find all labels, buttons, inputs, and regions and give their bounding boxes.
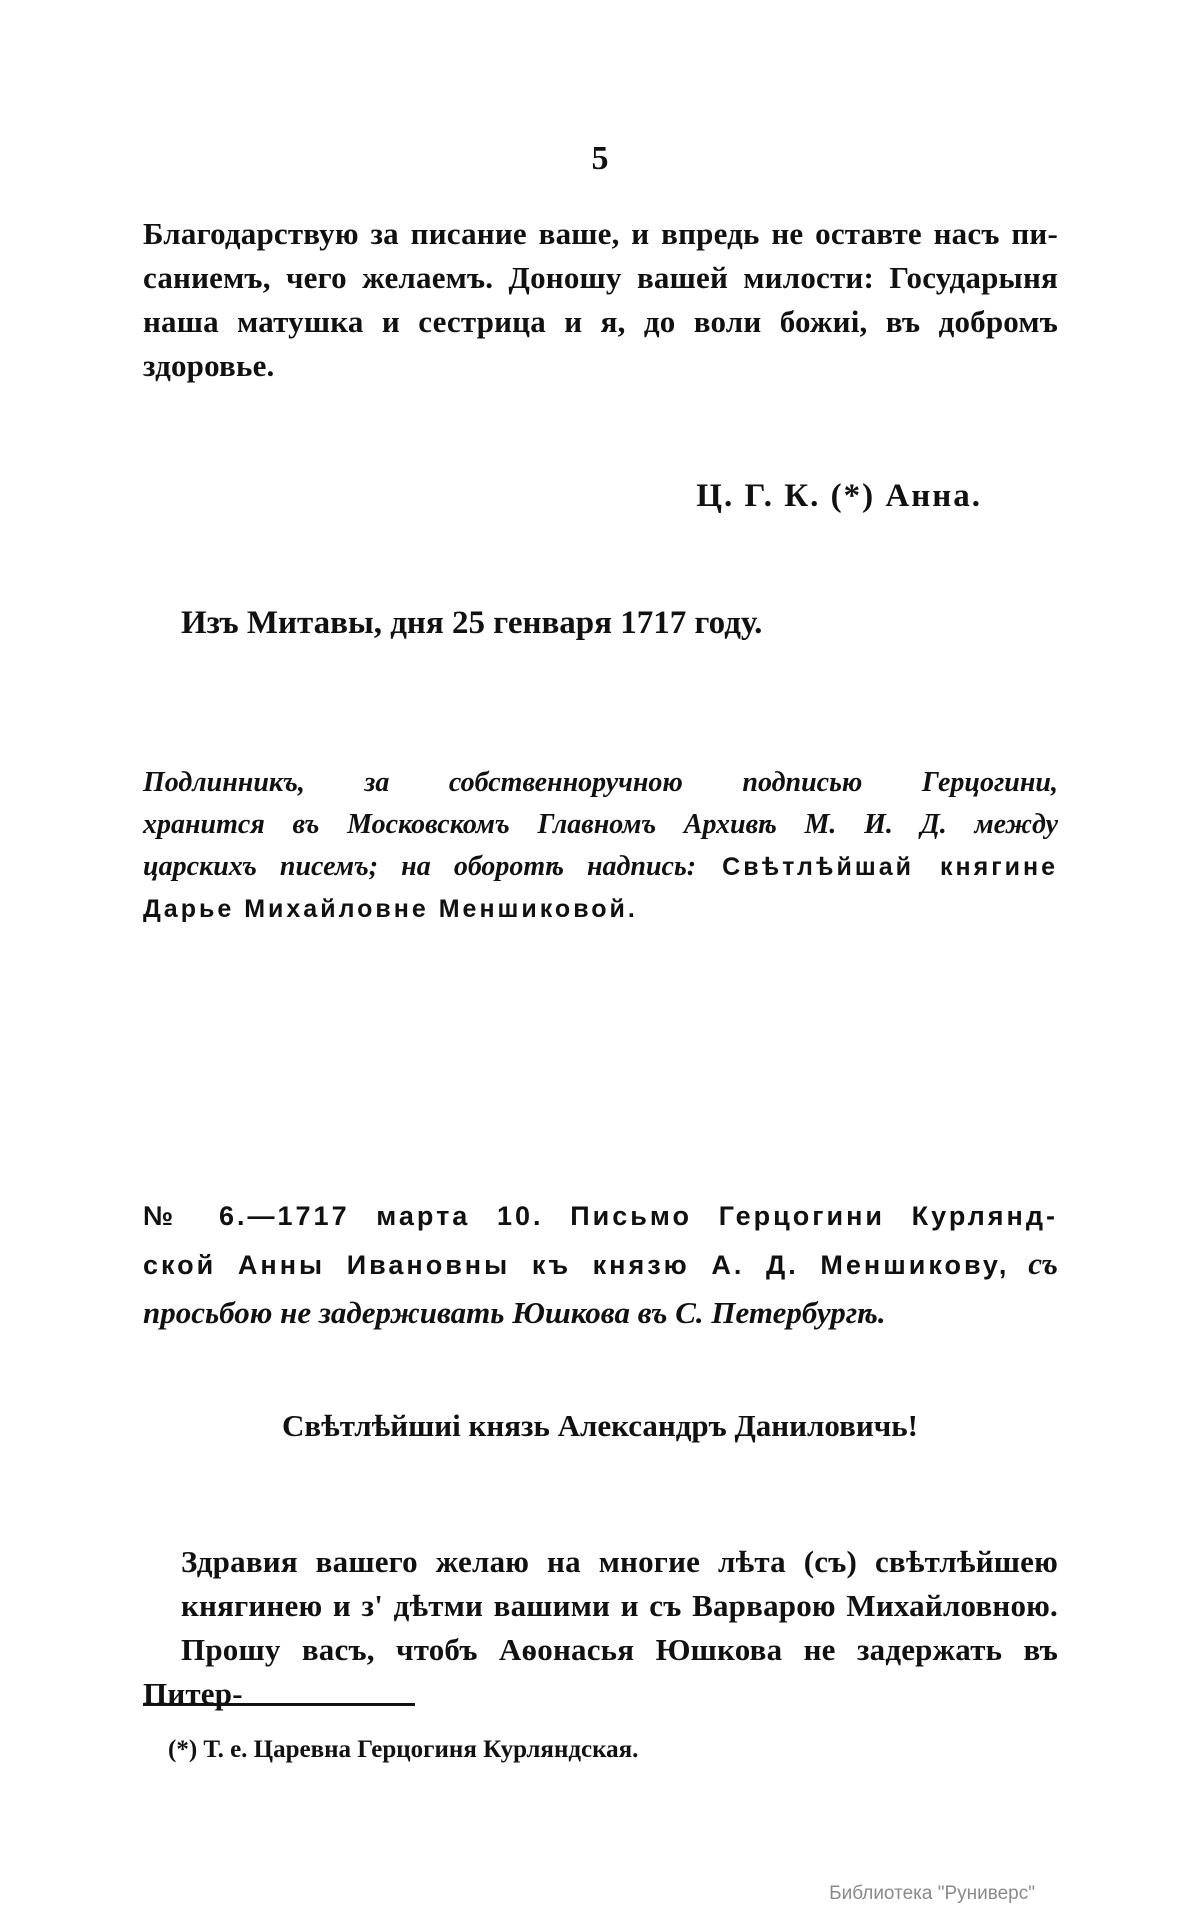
footnote-divider (143, 1703, 415, 1706)
note-line (143, 804, 1058, 846)
footnote: (*) Т. е. Царевна Герцогиня Курляндская. (168, 1736, 639, 1763)
note-spaced: Дарье Михайловне Меншиковой. (143, 895, 638, 923)
library-watermark: Библиотека "Руниверс" (829, 1883, 1035, 1904)
heading-line (143, 1240, 1058, 1289)
text-line: здоровье. (143, 348, 275, 383)
text-line: Прошу васъ, чтобъ Аѳонасья Юшкова не задержать въ Питер- (143, 1632, 1058, 1711)
heading-caps: № 6.—1717 марта 10. Письмо Герцогини Курлянд- (143, 1201, 1058, 1231)
heading-caps: ской Анны Ивановны къ князю А. Д. Меншикову, (143, 1250, 1010, 1280)
signature: Ц. Г. К. (*) Анна. (696, 478, 982, 514)
text-line: Здравия вашего желаю на многие лѣта (съ) свѣтлѣйшею (181, 1544, 1058, 1579)
dateline: Изъ Митавы, дня 25 генваря 1717 году. (181, 605, 763, 641)
heading-italic: съ (1009, 1246, 1058, 1281)
note-italic: Подлинникъ, за собственноручною подписью Герцогини, (143, 767, 1058, 798)
letter-paragraph-1 (143, 212, 1058, 388)
text-line: Благодарствую за писание ваше, и впредь не оставте насъ пи- (143, 216, 1058, 251)
salutation: Свѣтлѣйшиі князь Александръ Даниловичь! (282, 1408, 918, 1443)
document-heading (143, 1192, 1058, 1338)
note-spaced: Свѣтлѣйшай княгине (696, 853, 1058, 881)
note-italic: хранится въ Московскомъ Главномъ Архивѣ М. И. Д. между (143, 809, 1058, 840)
heading-italic: просьбою не задерживать Юшкова въ С. Петербургѣ. (143, 1295, 886, 1330)
note-italic: царскихъ писемъ; на оборотѣ надпись: (143, 851, 697, 882)
heading-line (143, 1192, 1058, 1240)
letter-paragraph-2 (143, 1540, 1058, 1716)
text-line: наша матушка и сестрица и я, до воли божиі, въ добромъ (143, 304, 1058, 339)
note-line (143, 762, 1058, 804)
note-line (143, 846, 1058, 888)
heading-line (143, 1289, 1058, 1338)
text-line: саниемъ, чего желаемъ. Доношу вашей милости: Государыня (143, 260, 1058, 295)
note-line (143, 888, 1058, 930)
page-number: 5 (591, 140, 609, 177)
archival-note (143, 762, 1058, 930)
text-line: княгинею и з' дѣтми вашими и съ Варварою Михайловною. (181, 1588, 1058, 1623)
